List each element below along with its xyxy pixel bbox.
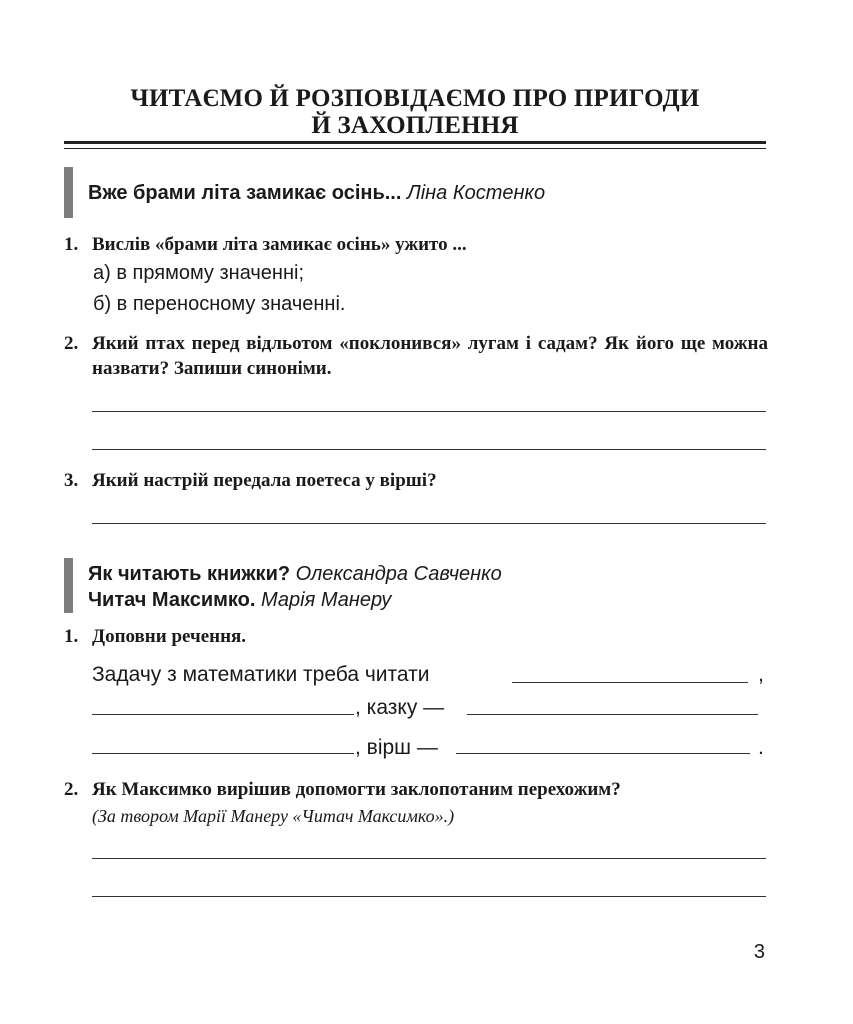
page-title-line-1: ЧИТАЄМО Й РОЗПОВІДАЄМО ПРО ПРИГОДИ [130, 85, 700, 112]
section-2-heading-2 [88, 588, 391, 612]
answer-line[interactable] [92, 896, 766, 897]
question-text: Який настрій передала поетеса у вірші? [92, 470, 437, 491]
question-number: 3. [64, 470, 79, 491]
title-rule-thick [64, 141, 766, 144]
work-title: Як читають книжки? [88, 563, 291, 585]
answer-line[interactable] [92, 523, 766, 524]
answer-line[interactable] [92, 411, 766, 412]
section-2-marker-bar [64, 558, 73, 613]
work-title: Читач Максимко. [88, 589, 256, 611]
section-2-question-2 [64, 777, 768, 802]
question-text: Як Максимко вирішив допомогти заклопотаним перехожим? [92, 779, 621, 800]
work-author: Олександра Савченко [295, 563, 502, 585]
fill-in-blank[interactable] [467, 714, 758, 715]
section-1-heading [88, 181, 545, 205]
question-number: 2. [64, 779, 79, 800]
sentence-period: . [758, 736, 764, 759]
fill-in-blank[interactable] [92, 714, 354, 715]
answer-line[interactable] [92, 858, 766, 859]
fill-in-blank[interactable] [92, 753, 354, 754]
work-author: Марія Манеру [261, 589, 392, 611]
question-number: 2. [64, 333, 79, 354]
answer-line[interactable] [92, 449, 766, 450]
sentence-fairy-tale: , казку — [355, 696, 445, 719]
sentence-start: Задачу з математики треба читати [92, 663, 430, 686]
answer-option-b: б) в переносному значенні. [93, 293, 346, 315]
section-2-question-1 [64, 624, 768, 649]
source-note: (За твором Марії Манеру «Читач Максимко».) [92, 806, 455, 826]
answer-option-a: а) в прямому значенні; [93, 262, 305, 284]
question-3 [64, 468, 768, 493]
section-1-marker-bar [64, 167, 73, 218]
question-2 [64, 331, 768, 381]
section-2-heading-1 [88, 562, 502, 586]
question-text: Доповни речення. [92, 626, 247, 647]
question-number: 1. [64, 626, 79, 647]
question-text: Вислів «брами літа замикає осінь» ужито ... [92, 234, 467, 255]
question-number: 1. [64, 234, 79, 255]
title-rule-thin [64, 148, 766, 149]
fill-in-blank[interactable] [512, 682, 748, 683]
work-author: Ліна Костенко [406, 182, 546, 204]
page-title-line-2: Й ЗАХОПЛЕННЯ [311, 112, 519, 139]
sentence-poem: , вірш — [355, 736, 438, 759]
fill-in-blank[interactable] [456, 753, 750, 754]
question-text: Який птах перед відльотом «поклонився» лугам і садам? Як його ще можна назвати? Запиши синоніми. [92, 333, 768, 379]
question-1 [64, 232, 768, 257]
work-title: Вже брами літа замикає осінь... [88, 182, 402, 204]
sentence-comma: , [758, 663, 764, 686]
page-number: 3 [753, 941, 765, 963]
